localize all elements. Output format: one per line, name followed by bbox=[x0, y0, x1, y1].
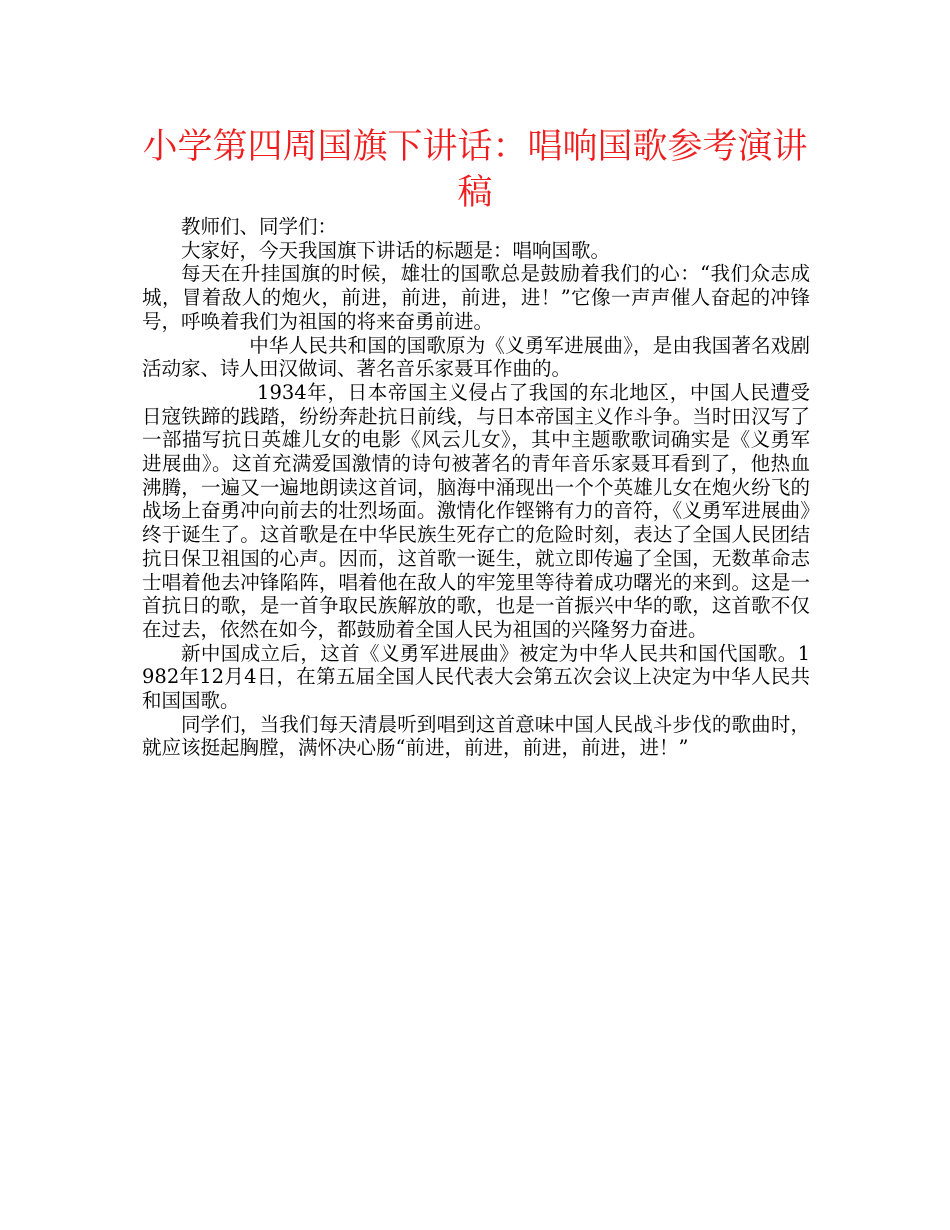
paragraph-greeting: 大家好，今天我国旗下讲话的标题是：唱响国歌。 bbox=[181, 238, 611, 262]
paragraph-closing: 同学们，当我们每天清晨听到唱到这首意味中国人民战斗步伐的歌曲时，就应该挺起胸膛，满怀决心肠“前进，前进，前进，前进，进！” bbox=[142, 712, 810, 760]
paragraph-new-china: 新中国成立后，这首《义勇军进展曲》被定为中华人民共和国代国歌。1982年12月4日，在第五届全国人民代表大会第五次会议上决定为中华人民共和国国歌。 bbox=[142, 641, 810, 713]
document-body bbox=[142, 215, 810, 760]
paragraph-salutation: 教师们、同学们： bbox=[181, 215, 338, 238]
paragraph-anthem-origin: 中华人民共和国的国歌原为《义勇军进展曲》，是由我国著名戏剧活动家、诗人田汉做词、著名音乐家聂耳作曲的。 bbox=[142, 333, 810, 381]
document-title: 小学第四周国旗下讲话：唱响国歌参考演讲稿 bbox=[142, 127, 808, 213]
paragraph-anthem-intro: 每天在升挂国旗的时候，雄壮的国歌总是鼓励着我们的心：“我们众志成城，冒着敌人的炮火，前进，前进，前进，进！”它像一声声催人奋起的冲锋号，呼唤着我们为祖国的将来奋勇前进。 bbox=[142, 262, 810, 333]
paragraph-history: 1934年，日本帝国主义侵占了我国的东北地区，中国人民遭受日寇铁蹄的践踏，纷纷奔赴抗日前线，与日本帝国主义作斗争。当时田汉写了一部描写抗日英雄儿女的电影《风云儿女》，其中主题歌歌词确实是《义勇军进展曲》。这首充满爱国激情的诗句被著名的青年音乐家聂耳看到了，他热血沸腾，一遍又一遍地朗读这首词，脑海中涌现出一个个英雄儿女在炮火纷飞的战场上奋勇冲向前去的壮烈场面。激情化作铿锵有力的音符，《义勇军进展曲》终于诞生了。这首歌是在中华民族生死存亡的危险时刻，表达了全国人民团结抗日保卫祖国的心声。因而，这首歌一诞生，就立即传遍了全国，无数革命志士唱着他去冲锋陷阵，唱着他在敌人的牢笼里等待着成功曙光的来到。这是一首抗日的歌，是一首争取民族解放的歌，也是一首振兴中华的歌，这首歌不仅在过去，依然在如今，都鼓励着全国人民为祖国的兴隆努力奋进。 bbox=[142, 380, 810, 641]
